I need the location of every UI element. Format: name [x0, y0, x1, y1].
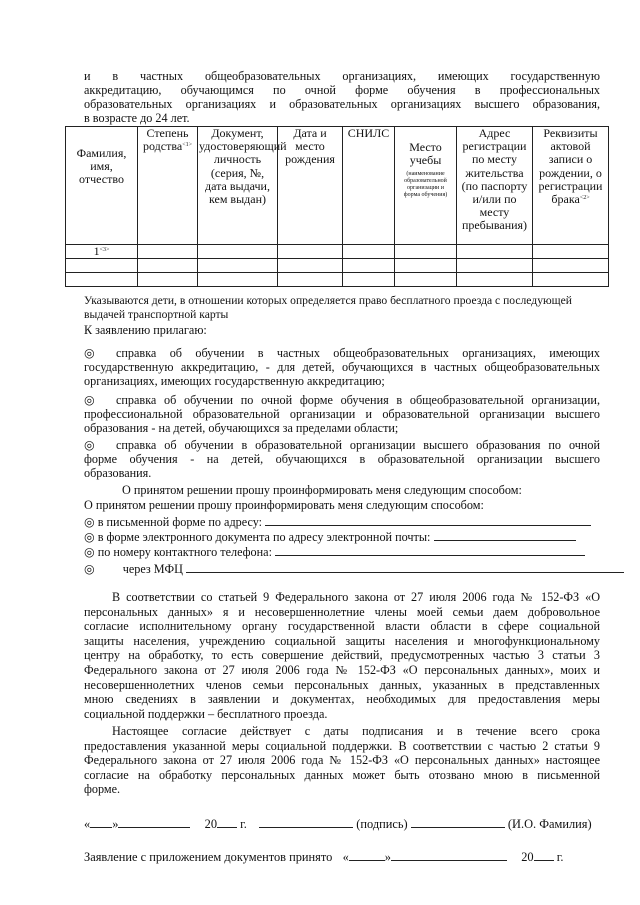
accepted-day-field[interactable]: [349, 849, 385, 861]
row-number: $1^{<3>}$: [66, 245, 138, 259]
table-row: [66, 259, 609, 273]
col-records: Реквизиты актовой записи о рождении, о регистрации брака$^{<2>}$: [533, 127, 609, 245]
col-birth: Дата и место рождения: [278, 127, 343, 245]
option-mail[interactable]: ◎ в письменной форме по адресу:: [84, 514, 591, 529]
name-caption: (И.О. Фамилия): [507, 817, 592, 831]
children-table: [65, 126, 609, 287]
footnote-2: <2>: [579, 195, 590, 202]
checkbox-icon[interactable]: ◎: [84, 438, 95, 452]
col-id-document: Документ, удостоверяющий личность (серия, №, дата выдачи, кем выдан): [198, 127, 278, 245]
name-field[interactable]: [411, 816, 505, 828]
accepted-month-field[interactable]: [391, 849, 507, 861]
inform-heading: О принятом решении прошу проинформировать меня следующим способом:: [122, 483, 522, 497]
accepted-year-field[interactable]: [534, 849, 554, 861]
table-row: [66, 245, 609, 259]
attachment-3: ◎ справка об обучении в образовательной организации высшего образования по очной форме обучения - на детей, обучающихся в образовательной организации высшего образования.: [84, 438, 600, 480]
signature-caption: (подпись): [356, 817, 408, 831]
radio-icon[interactable]: ◎: [84, 562, 95, 576]
col-address: Адрес регистрации по месту жительства (по паспорту и/или по месту пребывания): [457, 127, 533, 245]
intro-line-2: аккредитацию, обучающимся по очной форме обучения в профессиональных: [84, 83, 600, 97]
radio-icon[interactable]: ◎: [84, 530, 95, 544]
intro-line-1: и в частных общеобразовательных организациях, имеющих государственную: [84, 69, 600, 83]
month-field[interactable]: [118, 816, 190, 828]
mail-address-field[interactable]: [265, 514, 591, 526]
consent-paragraph-1: В соответствии со статьей 9 Федерального закона от 27 июля 2006 года № 152-ФЗ «О персональных данных» я и несовершеннолетние члены моей семьи даем добровольное согласие исполнительному органу государственной власти области в сфере социальной защиты населения, учреждению социальной защиты населения и многофункциональному центру на обработку, то есть совершение действий, предусмотренных частью 3 статьи 3 Федерального закона от 27 июля 2006 года № 152-ФЗ «О персональных данных», моих и несовершеннолетних членов семьи персональных данных, указанных в представленных мною сведениях в заявлении и документах, необходимых для предоставления меры социальной поддержки – бесплатного проезда.: [84, 590, 600, 721]
col-relation: Степень родства$^{<1>}$: [138, 127, 198, 245]
day-field[interactable]: [90, 816, 112, 828]
radio-icon[interactable]: ◎: [84, 515, 95, 529]
checkbox-icon[interactable]: ◎: [84, 393, 95, 407]
year-field[interactable]: [217, 816, 237, 828]
attachment-2: ◎ справка об обучении по очной форме обучения в общеобразовательной организации, профессиональной образовательной организации и образовательной организации высшего образования - на детей, обучающихся за пределами области;: [84, 393, 600, 435]
mfc-field[interactable]: [186, 561, 624, 573]
intro-line-3: образовательных организациях и образовательных организациях высшего образования,: [84, 97, 600, 111]
table-header-row: [66, 127, 609, 245]
email-field[interactable]: [434, 529, 576, 541]
table-note: Указываются дети, в отношении которых определяется право бесплатного проезда с последующей выдачей транспортной карты: [84, 294, 572, 321]
col-fio: Фамилия, имя, отчество: [66, 127, 138, 245]
col-snils: СНИЛС: [343, 127, 395, 245]
signature-row: « » 20 г. (подпись) (И.О. Фамилия): [84, 817, 592, 831]
option-email[interactable]: ◎ в форме электронного документа по адресу электронной почты:: [84, 529, 576, 544]
attachment-1: ◎ справка об обучении в частных общеобразовательных организациях, имеющих государственную аккредитацию, - для детей, обучающихся в частных общеобразовательных организациях, имеющих государственную аккредитацию;: [84, 346, 600, 388]
option-phone[interactable]: ◎ по номеру контактного телефона:: [84, 544, 585, 559]
phone-field[interactable]: [275, 544, 585, 556]
table-row: [66, 273, 609, 287]
signature-field[interactable]: [259, 816, 353, 828]
radio-icon[interactable]: ◎: [84, 545, 95, 559]
footnote-1: <1>: [182, 142, 192, 149]
consent-paragraph-2: Настоящее согласие действует с даты подписания и в течение всего срока предоставления указанной меры социальной поддержки. В соответствии с частью 2 статьи 9 Федерального закона от 27 июля 2006 года № 152-ФЗ «О персональных данных» настоящее согласие на обработку персональных данных может быть отозвано мною в письменной форме.: [84, 724, 600, 797]
footnote-3: <3>: [99, 247, 110, 253]
checkbox-icon[interactable]: ◎: [84, 346, 95, 360]
attachments-title: К заявлению прилагаю:: [84, 323, 207, 337]
accepted-row: Заявление с приложением документов принято « » 20 г.: [84, 850, 564, 864]
option-mfc[interactable]: ◎ через МФЦ: [84, 561, 624, 576]
inform-heading-repeat: О принятом решении прошу проинформировать меня следующим способом:: [84, 498, 484, 512]
intro-line-4: в возрасте до 24 лет.: [84, 111, 190, 125]
col-study: Место учебы (наименование образовательной организации и форма обучения): [395, 127, 457, 245]
